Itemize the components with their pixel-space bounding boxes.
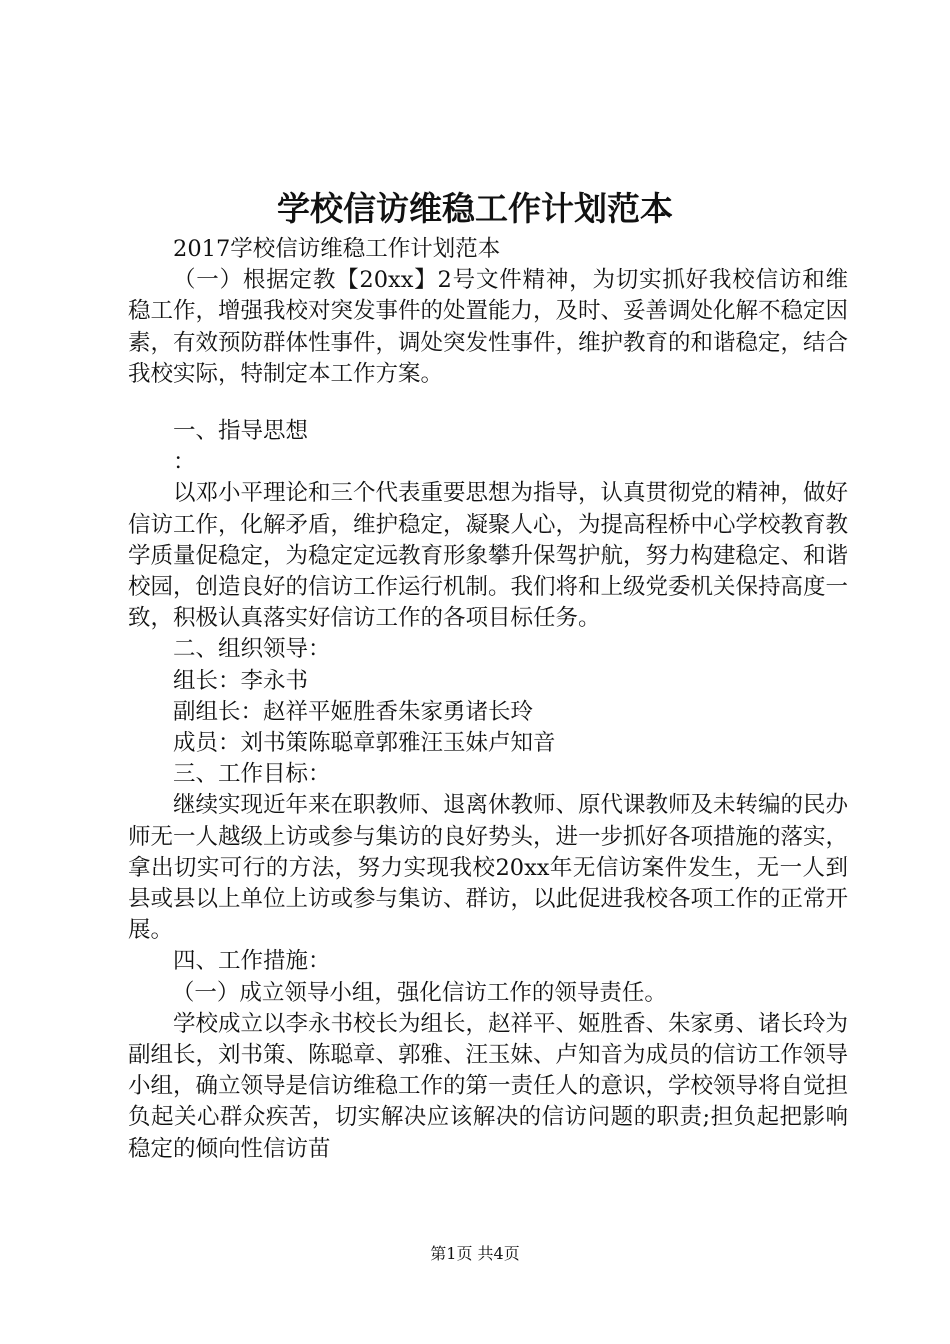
paragraph-guiding-thought: 以邓小平理论和三个代表重要思想为指导，认真贯彻党的精神，做好信访工作，化解矛盾，维护稳定，凝聚人心，为提高程桥中心学校教育教学质量促稳定，为稳定定远教育形象攀升保驾护航，努力构建稳定、和谐校园，创造良好的信访工作运行机制。我们将和上级党委机关保持高度一致，积极认真落实好信访工作的各项目标任务。 [128,480,849,632]
section-heading-measures: 四、工作措施： [173,948,331,975]
paragraph-intro: （一）根据定教【20xx】2号文件精神，为切实抓好我校信访和维稳工作，增强我校对突发事件的处置能力，及时、妥善调处化解不稳定因素，有效预防群体性事件，调处突发性事件，维护教育的和谐稳定，结合我校实际，特制定本工作方案。 [128,267,849,387]
deputy-leader-line: 副组长：赵祥平姬胜香朱家勇诸长玲 [173,698,534,725]
section-heading-guiding-thought: 一、指导思想 [173,418,309,445]
page-footer: 第1页 共4页 [430,1244,520,1263]
subtitle-line: 2017学校信访维稳工作计划范本 [173,236,501,262]
leader-line: 组长：李永书 [173,667,309,694]
paragraph-goals: 继续实现近年来在职教师、退离休教师、原代课教师及未转编的民办师无一人越级上访或参与集访的良好势头，进一步抓好各项措施的落实，拿出切实可行的方法，努力实现我校20xx年无信访案件发生，无一人到县或县以上单位上访或参与集访、群访，以此促进我校各项工作的正常开展。 [128,792,849,944]
paragraph-measure-1: 学校成立以李永书校长为组长，赵祥平、姬胜香、朱家勇、诸长玲为副组长，刘书策、陈聪章、郭雅、汪玉妹、卢知音为成员的信访工作领导小组，确立领导是信访维稳工作的第一责任人的意识，学校领导将自觉担负起关心群众疾苦，切实解决应该解决的信访问题的职责;担负起把影响稳定的倾向性信访苗 [128,1010,849,1162]
document-title: 学校信访维稳工作计划范本 [277,189,673,228]
paragraph-gap [128,390,848,416]
colon-line: ： [173,449,196,476]
document-body [128,234,848,1165]
section-heading-goals: 三、工作目标： [173,761,331,788]
section-heading-organization: 二、组织领导： [173,636,331,663]
members-line: 成员：刘书策陈聪章郭雅汪玉妹卢知音 [173,730,556,757]
measure-1-heading: （一）成立领导小组，强化信访工作的领导责任。 [171,979,667,1006]
